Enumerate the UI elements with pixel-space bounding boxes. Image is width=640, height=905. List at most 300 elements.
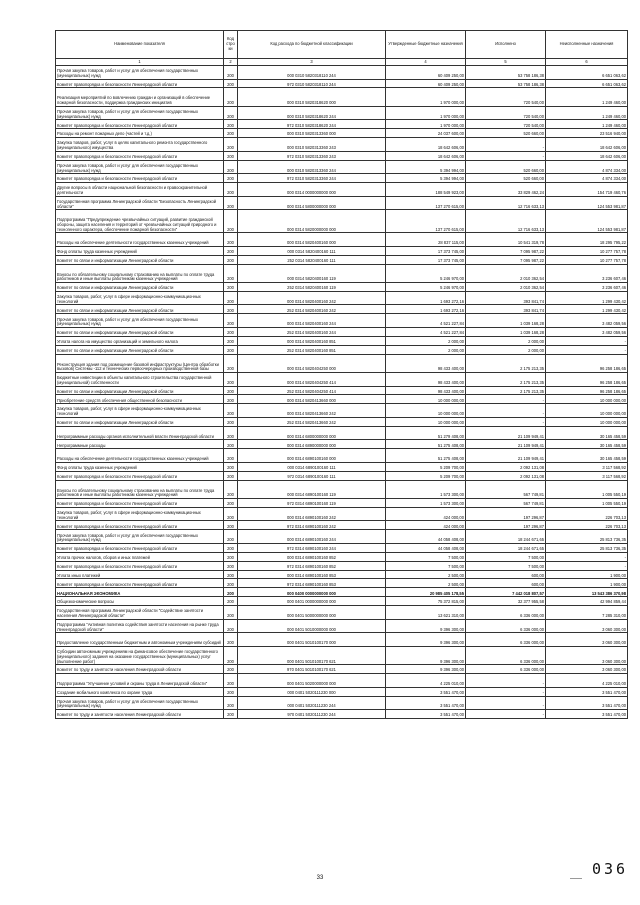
row-approved-cell: 10 000 000,00 [386,417,466,426]
row-name-cell: Прочая закупка товаров, работ и услуг для обеспечения государственных (муниципальных) нужд [56,314,224,328]
row-unexecuted-cell: 3 060 300,00 [546,619,628,633]
table-row [56,345,628,354]
row-line-cell: 200 [224,151,238,160]
row-line-cell: 200 [224,129,238,138]
row-name-cell: Закупка товаров, работ, услуг в сфере информационно-коммуникационных технологий [56,404,224,418]
row-approved-cell: 28 837 115,00 [386,233,466,247]
table-row [56,588,628,597]
row-line-cell: 200 [224,588,238,597]
page-dash: —— [570,876,582,882]
row-unexecuted-cell: 1 249 460,00 [546,120,628,129]
row-line-cell: 200 [224,552,238,561]
row-budget-code-cell: 000 0314 5820400160 242 [238,291,386,305]
table-row [56,498,628,507]
table-row [56,579,628,588]
row-unexecuted-cell: 13 543 386 370,98 [546,588,628,597]
row-executed-cell: 7 500,00 [466,552,546,561]
row-executed-cell: 2 000,00 [466,336,546,345]
row-line-cell: 200 [224,138,238,152]
row-name-cell: Субсидии автономным учреждениям на финансовое обеспечение государственного (муниципального) задания на оказание государственных (муниципальных) услуг (выполнение работ) [56,646,224,664]
row-budget-code-cell: 972 0314 6890100160 852 [238,561,386,570]
table-row [56,521,628,530]
row-unexecuted-cell: 1 249 460,00 [546,88,628,106]
row-approved-cell: 1 573 300,00 [386,480,466,498]
row-approved-cell: 2 000,00 [386,336,466,345]
row-name-cell: Комитет по связи и информатизации Ленинградской области [56,417,224,426]
row-line-cell: 200 [224,619,238,633]
row-line-cell: 200 [224,395,238,404]
row-unexecuted-cell: 1 900,00 [546,570,628,579]
row-name-cell: Закупка товаров, работ, услуг в целях капитального ремонта государственного (муниципального) имущества [56,138,224,152]
row-approved-cell: 51 275 408,00 [386,440,466,449]
row-name-cell: Подпрограмма "Предупреждение чрезвычайных ситуаций, развитие гражданской обороны, защита населения и территорий от чрезвычайных ситуаций природного и техногенного характера, обеспечение пожарной безопасности" [56,210,224,233]
row-budget-code-cell: 252 0314 5820404250 414 [238,386,386,395]
row-budget-code-cell: 000 0314 6890100160 242 [238,507,386,521]
table-row [56,66,628,80]
row-budget-code-cell: 000 0314 5820400160 000 [238,233,386,247]
row-name-cell: Уплата налога на имущество организаций и земельного налога [56,336,224,345]
row-budget-code-cell: 000 0401 5000000000 000 [238,606,386,620]
row-executed-cell: 567 749,81 [466,498,546,507]
row-unexecuted-cell: - [546,561,628,570]
row-budget-code-cell: 000 0310 5820318620 000 [238,88,386,106]
row-line-cell: 200 [224,449,238,463]
table-row [56,552,628,561]
row-unexecuted-cell: 30 165 458,59 [546,440,628,449]
row-unexecuted-cell: 23 516 940,00 [546,129,628,138]
row-name-cell: НАЦИОНАЛЬНАЯ ЭКОНОМИКА [56,588,224,597]
row-line-cell: 200 [224,633,238,647]
row-name-cell: Расходы на обеспечение деятельности государственных казенных учреждений [56,233,224,247]
row-budget-code-cell: 000 0401 5020000000 000 [238,674,386,688]
row-budget-code-cell: 000 0314 5820000000 000 [238,210,386,233]
row-approved-cell: 2 000,00 [386,345,466,354]
table-body [56,59,628,719]
row-approved-cell: 18 642 606,00 [386,138,466,152]
row-budget-code-cell: 000 0310 5820313360 000 [238,129,386,138]
row-name-cell: Комитет по связи и информатизации Ленинградской области [56,327,224,336]
row-approved-cell: 1 693 272,16 [386,291,466,305]
row-name-cell: Комитет по связи и информатизации Ленинградской области [56,255,224,264]
row-name-cell: Фонд оплаты труда казенных учреждений [56,246,224,255]
row-approved-cell: 5 209 700,00 [386,471,466,480]
row-executed-cell: 7 095 987,22 [466,246,546,255]
row-name-cell: Фонд оплаты труда казенных учреждений [56,462,224,471]
row-executed-cell: 2 175 213,35 [466,354,546,372]
row-executed-cell: 7 095 987,22 [466,255,546,264]
row-line-cell: 200 [224,196,238,210]
row-line-cell: 200 [224,471,238,480]
row-approved-cell: 17 373 745,00 [386,255,466,264]
table-row [56,160,628,174]
row-line-cell: 200 [224,597,238,606]
row-name-cell: Прочая закупка товаров, работ и услуг для обеспечения государственных (муниципальных) нужд [56,696,224,710]
row-budget-code-cell: 970 0401 5010100170 621 [238,665,386,674]
row-line-cell: 200 [224,174,238,183]
row-executed-cell: - [466,674,546,688]
row-executed-cell: 2 092 131,08 [466,462,546,471]
row-executed-cell: 12 716 633,13 [466,196,546,210]
row-approved-cell: 137 270 615,00 [386,210,466,233]
row-budget-code-cell: 000 0314 6800000000 000 [238,426,386,440]
row-budget-code-cell: 000 0401 5020111230 000 [238,687,386,696]
index-cell: 4 [386,59,466,66]
row-approved-cell: 60 409 250,00 [386,79,466,88]
row-name-cell: Прочая закупка товаров, работ и услуг для обеспечения государственных (муниципальных) нужд [56,160,224,174]
row-unexecuted-cell: 3 551 470,00 [546,710,628,719]
table-row [56,462,628,471]
row-budget-code-cell: 000 0314 6890100160 119 [238,480,386,498]
row-executed-cell: 520 660,00 [466,129,546,138]
table-row [56,196,628,210]
row-name-cell: Взносы по обязательному социальному страхованию на выплаты по оплате труда работников и иные выплаты работникам казенных учреждений [56,480,224,498]
table-row [56,88,628,106]
row-budget-code-cell: 000 0314 5820404250 000 [238,354,386,372]
row-approved-cell: 4 521 227,84 [386,327,466,336]
row-executed-cell: - [466,395,546,404]
row-unexecuted-cell: 3 060 300,00 [546,665,628,674]
row-approved-cell: 7 500,00 [386,561,466,570]
row-line-cell: 200 [224,543,238,552]
row-line-cell: 200 [224,354,238,372]
row-executed-cell: 2 010 362,54 [466,264,546,282]
row-executed-cell: - [466,404,546,418]
row-unexecuted-cell: 6 651 063,62 [546,79,628,88]
row-approved-cell: 1 970 000,00 [386,106,466,120]
row-line-cell: 200 [224,570,238,579]
row-approved-cell: 20 985 405 178,55 [386,588,466,597]
row-approved-cell: 9 396 300,00 [386,633,466,647]
index-cell: 5 [466,59,546,66]
row-budget-code-cell: 000 0314 5820400160 851 [238,336,386,345]
row-executed-cell: 18 244 671,65 [466,543,546,552]
table-row [56,530,628,544]
row-unexecuted-cell: - [546,552,628,561]
row-budget-code-cell: 000 0310 5820313360 244 [238,160,386,174]
row-line-cell: 200 [224,507,238,521]
row-approved-cell: 1 573 300,00 [386,498,466,507]
table-row [56,174,628,183]
row-approved-cell: 4 521 227,84 [386,314,466,328]
table-row [56,606,628,620]
row-unexecuted-cell: 3 551 470,00 [546,696,628,710]
row-approved-cell: 5 394 994,00 [386,174,466,183]
row-approved-cell: 4 225 010,00 [386,674,466,688]
row-name-cell: Реконструкция здания под размещение базовой инфраструктуры (Центра обработки вызовов) Системы -112 и технических первоочередных производственной базы [56,354,224,372]
row-executed-cell: - [466,138,546,152]
row-unexecuted-cell: 154 719 460,76 [546,183,628,197]
row-budget-code-cell: 000 0401 5010000000 000 [238,619,386,633]
row-budget-code-cell: 000 0314 5820400160 244 [238,314,386,328]
row-name-cell: Уплата прочих налогов, сборов и иных платежей [56,552,224,561]
table-row [56,696,628,710]
row-budget-code-cell: 000 0314 5820400160 119 [238,264,386,282]
row-budget-code-cell: 000 0401 5010100170 000 [238,633,386,647]
table-row [56,507,628,521]
row-name-cell: Комитет правопорядка и безопасности Ленинградской области [56,174,224,183]
row-approved-cell: 1 693 272,16 [386,305,466,314]
row-budget-code-cell: 000 0314 6890100160 244 [238,530,386,544]
row-unexecuted-cell: 1 900,00 [546,579,628,588]
table-row [56,372,628,386]
row-budget-code-cell: 000 0314 6890000000 000 [238,440,386,449]
row-executed-cell: - [466,696,546,710]
row-line-cell: 200 [224,674,238,688]
row-executed-cell: 720 540,00 [466,106,546,120]
row-executed-cell: 520 660,00 [466,160,546,174]
row-unexecuted-cell: 3 482 059,56 [546,327,628,336]
row-name-cell: Закупка товаров, работ, услуг в сфере информационно-коммуникационных технологий [56,291,224,305]
row-executed-cell: - [466,151,546,160]
page-number: 33 [316,875,324,881]
row-executed-cell: 53 758 186,38 [466,79,546,88]
table-row [56,633,628,647]
row-budget-code-cell: 252 0314 5820400160 242 [238,305,386,314]
row-name-cell: Комитет правопорядка и безопасности Ленинградской области [56,151,224,160]
row-unexecuted-cell: 10 000 000,00 [546,395,628,404]
row-line-cell: 200 [224,210,238,233]
row-name-cell: Взносы по обязательному социальному страхованию на выплаты по оплате труда работников и иные выплаты работникам казенных учреждений [56,264,224,282]
table-row [56,291,628,305]
row-name-cell: Создание мобильного комплекса по охране труда [56,687,224,696]
row-line-cell: 200 [224,386,238,395]
row-approved-cell: 98 433 400,00 [386,372,466,386]
row-line-cell: 200 [224,106,238,120]
table-row [56,449,628,463]
row-executed-cell: 6 336 000,00 [466,633,546,647]
row-line-cell: 200 [224,440,238,449]
row-name-cell: Другие вопросы в области национальной безопасности и правоохранительной деятельности [56,183,224,197]
table-row [56,417,628,426]
row-unexecuted-cell: 18 642 606,00 [546,138,628,152]
row-budget-code-cell: 972 0314 6890100160 244 [238,543,386,552]
row-name-cell: Расходы на ремонт пожарных депо (частей и т.д.) [56,129,224,138]
row-unexecuted-cell: 6 651 063,62 [546,66,628,80]
row-executed-cell: 1 039 168,28 [466,314,546,328]
table-row [56,336,628,345]
row-unexecuted-cell: 1 299 430,42 [546,305,628,314]
sheet-stamp-number: 036 [592,860,629,878]
table-row [56,138,628,152]
row-unexecuted-cell: 124 553 981,87 [546,196,628,210]
row-approved-cell: 51 275 408,00 [386,449,466,463]
row-approved-cell: 2 500,00 [386,579,466,588]
row-unexecuted-cell: 18 295 795,22 [546,233,628,247]
row-budget-code-cell: 252 0314 5820400160 119 [238,282,386,291]
row-unexecuted-cell: 226 703,13 [546,521,628,530]
table-row [56,480,628,498]
row-name-cell: Комитет по связи и информатизации Ленинградской области [56,282,224,291]
row-executed-cell: 7 442 018 807,57 [466,588,546,597]
row-line-cell: 200 [224,314,238,328]
row-approved-cell: 98 433 400,00 [386,354,466,372]
row-unexecuted-cell: 96 258 186,65 [546,386,628,395]
row-budget-code-cell: 972 0314 6890100160 242 [238,521,386,530]
row-name-cell: Прочая закупка товаров, работ и услуг для обеспечения государственных (муниципальных) нужд [56,106,224,120]
table-row [56,570,628,579]
row-line-cell: 200 [224,336,238,345]
table-row [56,646,628,664]
index-cell: 1 [56,59,224,66]
row-unexecuted-cell: 3 236 607,46 [546,282,628,291]
row-budget-code-cell: 000 0314 6890100160 111 [238,462,386,471]
row-unexecuted-cell: 30 165 458,59 [546,449,628,463]
row-name-cell: Комитет правопорядка и безопасности Ленинградской области [56,561,224,570]
row-unexecuted-cell: 3 551 470,00 [546,687,628,696]
row-unexecuted-cell: - [546,336,628,345]
table-row [56,79,628,88]
row-executed-cell: 1 039 168,28 [466,327,546,336]
table-row [56,619,628,633]
row-executed-cell: 32 377 955,58 [466,597,546,606]
table-row [56,386,628,395]
row-name-cell: Комитет правопорядка и безопасности Ленинградской области [56,543,224,552]
row-executed-cell: 720 540,00 [466,120,546,129]
row-budget-code-cell: 972 0310 5820318110 244 [238,79,386,88]
row-unexecuted-cell: 25 813 736,35 [546,543,628,552]
row-unexecuted-cell: 10 000 000,00 [546,417,628,426]
row-name-cell: Комитет правопорядка и безопасности Ленинградской области [56,521,224,530]
row-name-cell: Непрограммные расходы [56,440,224,449]
row-unexecuted-cell: 3 482 059,56 [546,314,628,328]
row-executed-cell: 18 244 671,65 [466,530,546,544]
row-name-cell: Комитет по труду и занятости населения Ленинградской области [56,665,224,674]
row-unexecuted-cell: 226 703,13 [546,507,628,521]
table-row [56,471,628,480]
table-row [56,120,628,129]
row-executed-cell: 197 296,87 [466,507,546,521]
row-approved-cell: 13 621 310,00 [386,606,466,620]
header-name: Наименование показателя [56,31,224,59]
row-line-cell: 200 [224,305,238,314]
row-line-cell: 200 [224,606,238,620]
table-row [56,440,628,449]
row-name-cell: Приобретение средств обеспечения общественной безопасности [56,395,224,404]
row-budget-code-cell: 252 0314 5820400160 851 [238,345,386,354]
row-line-cell: 200 [224,372,238,386]
row-name-cell: Бюджетные инвестиции в объекты капитального строительства государственной (муниципальной) собственности [56,372,224,386]
row-approved-cell: 44 058 408,00 [386,543,466,552]
row-executed-cell: 2 010 362,54 [466,282,546,291]
row-budget-code-cell: 000 0310 5820318110 244 [238,66,386,80]
row-budget-code-cell: 000 0314 5820400160 111 [238,246,386,255]
row-line-cell: 200 [224,521,238,530]
row-name-cell: Комитет по труду и занятости населения Ленинградской области [56,710,224,719]
table-row [56,305,628,314]
row-line-cell: 200 [224,183,238,197]
row-name-cell: Непрограммные расходы органов исполнительной власти Ленинградской области [56,426,224,440]
row-executed-cell: 21 109 949,41 [466,426,546,440]
row-name-cell: Государственная программа Ленинградской области "Безопасность Ленинградской области" [56,196,224,210]
table-row [56,129,628,138]
row-line-cell: 200 [224,88,238,106]
row-approved-cell: 24 037 600,00 [386,129,466,138]
row-executed-cell: 6 336 000,00 [466,606,546,620]
row-approved-cell: 7 500,00 [386,552,466,561]
table-row [56,426,628,440]
row-line-cell: 200 [224,246,238,255]
row-unexecuted-cell: 4 874 334,00 [546,160,628,174]
table-row [56,404,628,418]
row-name-cell: Подпрограмма "Улучшение условий и охраны труда в Ленинградской области" [56,674,224,688]
row-unexecuted-cell: 1 299 430,42 [546,291,628,305]
row-budget-code-cell: 000 0314 5820413660 242 [238,404,386,418]
row-line-cell: 200 [224,417,238,426]
row-unexecuted-cell: 42 994 859,44 [546,597,628,606]
row-name-cell: Закупка товаров, работ, услуг в сфере информационно-коммуникационных технологий [56,507,224,521]
row-name-cell: Комитет по связи и информатизации Ленинградской области [56,305,224,314]
row-line-cell: 200 [224,665,238,674]
row-executed-cell: - [466,417,546,426]
row-approved-cell: 5 246 970,00 [386,264,466,282]
row-budget-code-cell: 972 0314 6890100160 111 [238,471,386,480]
row-name-cell: Предоставление государственным бюджетным и автономным учреждениям субсидий [56,633,224,647]
header-executed: Исполнено [466,31,546,59]
row-budget-code-cell: 000 0314 5820404250 414 [238,372,386,386]
row-line-cell: 200 [224,233,238,247]
row-executed-cell: 21 109 949,41 [466,440,546,449]
row-name-cell: Комитет правопорядка и безопасности Ленинградской области [56,498,224,507]
row-executed-cell: 33 829 462,24 [466,183,546,197]
row-unexecuted-cell: 25 813 736,35 [546,530,628,544]
row-executed-cell: 21 109 949,41 [466,449,546,463]
row-name-cell: Подпрограмма "Активная политика содействия занятости населения на рынке труда Ленинградской области" [56,619,224,633]
row-executed-cell: 393 841,74 [466,291,546,305]
table-row [56,264,628,282]
row-budget-code-cell: 972 0310 5820318620 244 [238,120,386,129]
row-budget-code-cell: 252 0314 5820400160 244 [238,327,386,336]
row-name-cell: Комитет правопорядка и безопасности Ленинградской области [56,120,224,129]
row-approved-cell: 18 642 606,00 [386,151,466,160]
row-approved-cell: 60 409 250,00 [386,66,466,80]
row-line-cell: 200 [224,687,238,696]
row-line-cell: 200 [224,160,238,174]
row-budget-code-cell: 972 0310 5820313360 243 [238,151,386,160]
row-unexecuted-cell: 1 005 550,19 [546,498,628,507]
row-approved-cell: 98 433 400,00 [386,386,466,395]
row-executed-cell: 2 092 131,08 [466,471,546,480]
row-unexecuted-cell: 10 277 757,78 [546,246,628,255]
row-budget-code-cell: 000 0400 0000000000 000 [238,588,386,597]
row-name-cell: Государственная программа Ленинградской области "Содействие занятости населения Ленинградской области" [56,606,224,620]
row-budget-code-cell: 000 0310 5820313360 243 [238,138,386,152]
table-row [56,710,628,719]
row-executed-cell: 2 175 213,35 [466,386,546,395]
row-line-cell: 200 [224,696,238,710]
row-approved-cell: 10 000 000,00 [386,395,466,404]
table-row [56,354,628,372]
row-unexecuted-cell: 10 277 757,78 [546,255,628,264]
row-line-cell: 200 [224,291,238,305]
row-approved-cell: 9 396 300,00 [386,665,466,674]
row-approved-cell: 5 209 700,00 [386,462,466,471]
row-line-cell: 200 [224,710,238,719]
header-line-code: Код стро ки [224,31,238,59]
index-cell: 3 [238,59,386,66]
row-line-cell: 200 [224,404,238,418]
row-executed-cell: - [466,687,546,696]
row-name-cell: Расходы на обеспечение деятельности государственных казенных учреждений [56,449,224,463]
row-budget-code-cell: 000 0314 6890100160 853 [238,570,386,579]
table-row [56,210,628,233]
row-unexecuted-cell: 1 005 550,19 [546,480,628,498]
row-budget-code-cell: 000 0314 5800000000 000 [238,196,386,210]
row-approved-cell: 3 551 470,00 [386,687,466,696]
row-executed-cell: 600,00 [466,579,546,588]
row-unexecuted-cell: 10 000 000,00 [546,404,628,418]
table-row [56,255,628,264]
row-budget-code-cell: 000 0401 0000000000 000 [238,597,386,606]
